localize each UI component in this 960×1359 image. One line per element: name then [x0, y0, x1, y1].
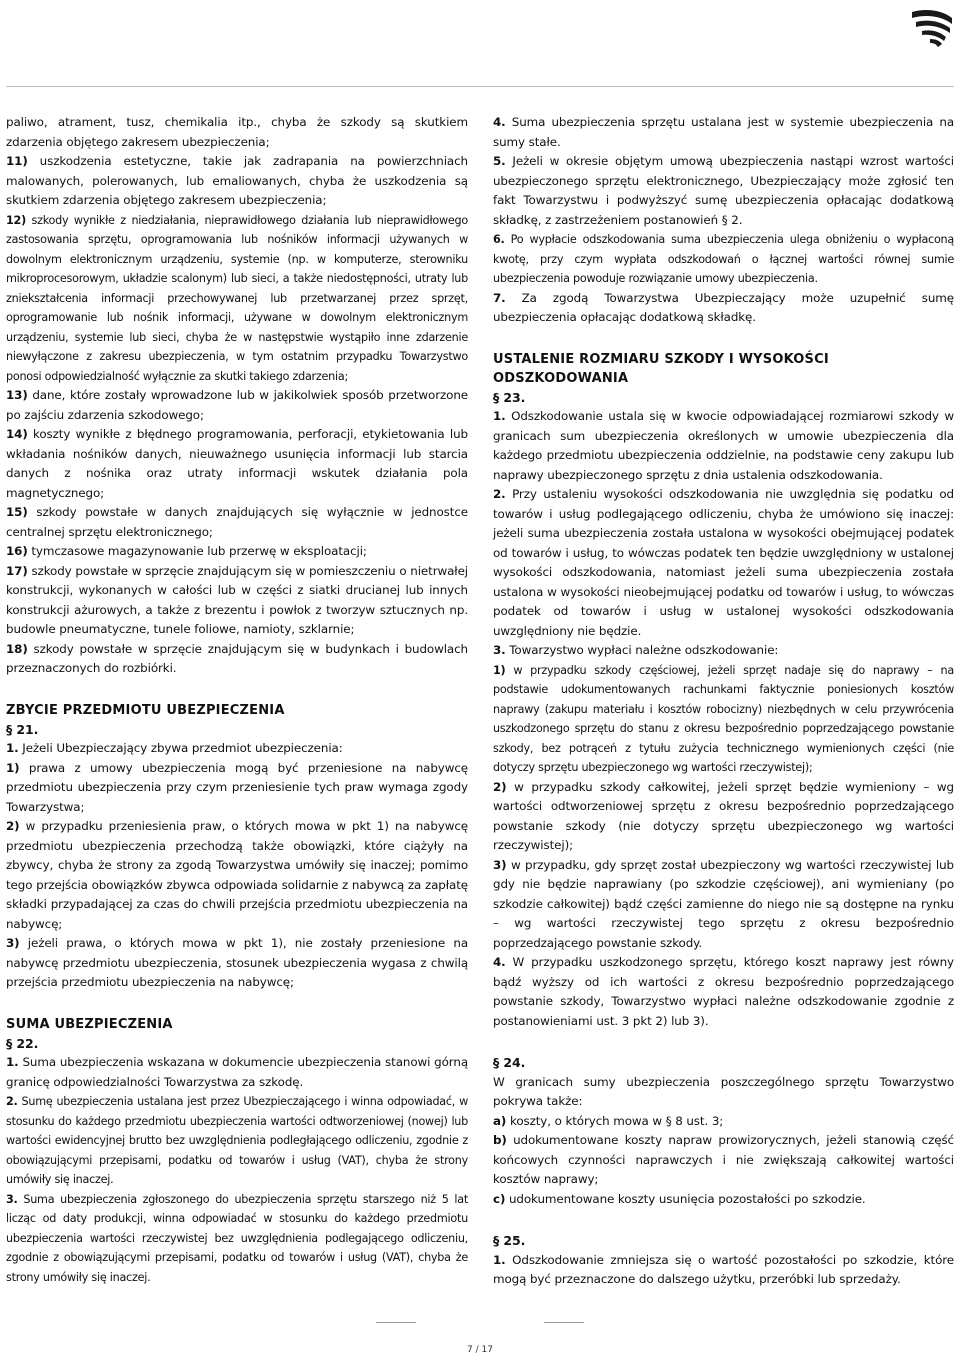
clause-number: 11)	[6, 154, 28, 168]
clause-number: 18)	[6, 641, 28, 656]
clause-text	[493, 289, 954, 328]
insurer-emblem-icon	[908, 4, 954, 50]
clause-body: Odszkodowanie zmniejsza się o wartość pozostałości po szkodzie, które mogą być przeznaczone do dalszego użytku, przeróbki lub sprzedaży.	[493, 1252, 954, 1286]
clause-body: jeżeli prawa, o których mowa w pkt 1), nie zostały przeniesione na nabywcę przedmiotu ubezpieczenia, stosunek ubezpieczenia wygasa z chwilą przejścia przedmiotu ubezpieczenia na nabywcę;	[6, 936, 468, 989]
paragraph-number: § 22.	[6, 1035, 39, 1051]
clause-body: szkody wynikłe z niedziałania, nieprawidłowego działania lub nieprawidłowego zastosowania sprzętu, oprogramowania lub nośników informacji używanych w dowolnym elektronicznym urządzeniu, systemie (np. w komputerze, sterowniku mikroprocesorowym, układzie scalonym) lub sieci, a także niedostępności, utraty lub zniekształcenia informacji przechowywanej lub przetwarzanej przez sprzęt, oprogramowanie lub nośnik informacji, używane w dowolnym elektronicznym urządzeniu, systemie lub sieci, chyba że w następstwie wystąpiło inne zdarzenie niewyłączone z zakresu ubezpieczenia, w tym ostatnim przypadku Towarzystwo ponosi odpowiedzialność wyłącznie za skutki takiego zdarzenia;	[6, 213, 468, 383]
clause-text	[6, 1190, 468, 1288]
clause-text	[6, 934, 468, 993]
clause-text	[6, 152, 468, 211]
right-column	[493, 113, 954, 1290]
clause-number: 1.	[6, 741, 19, 755]
clause-body: szkody powstałe w danych znajdujących się wyłącznie w jednostce centralnej sprzętu elektronicznego;	[6, 505, 468, 539]
clause-text	[493, 1112, 954, 1132]
clause-text	[6, 1053, 468, 1092]
clause-body: tymczasowe magazynowanie lub przerwę w eksploatacji;	[31, 544, 367, 558]
clause-number: a)	[493, 1113, 507, 1128]
clause-number: 13)	[6, 388, 28, 402]
clause-number: 1.	[493, 409, 506, 423]
clause-body: uszkodzenia estetyczne, takie jak zadrapania na powierzchniach malowanych, polerowanych, lub emaliowanych, chyba że uszkodzenia są skutkiem zdarzenia objętego zakresem ubezpieczenia;	[6, 154, 468, 207]
clause-body: w przypadku, gdy sprzęt został ubezpieczony wg wartości rzeczywistej lub gdy nie będzie naprawiany (po szkodzie częściowej), ani wymieniany (po szkodzie całkowitej) bądź części zamienne do niego nie są dostępne na rynku – wg wartości rzeczywistej tego sprzętu z okresu bezpośrednio poprzedzającego powstanie szkody.	[493, 857, 954, 950]
clause-number: 17)	[6, 563, 28, 578]
clause-text	[493, 230, 954, 289]
clause-text	[493, 1251, 954, 1290]
clause-number: 2)	[6, 819, 20, 833]
clause-body: W granicach sumy ubezpieczenia poszczególnego sprzętu Towarzystwo pokrywa także:	[493, 1074, 954, 1108]
paragraph-number: § 25.	[493, 1233, 526, 1248]
clause-number: 1)	[493, 663, 506, 677]
clause-body: prawa z umowy ubezpieczenia mogą być przeniesione na nabywcę przedmiotu ubezpieczenia przy czym przeniesienie tych praw wymaga zgody Towarzystwa;	[6, 760, 469, 814]
clause-body: szkody powstałe w sprzęcie znajdującym się w pomieszczeniu o nietrwałej konstrukcji, wykonanych w całości lub w części z siatki drucianej lub innych konstrukcji ażurowych, a także z brezentu i powłok z tworzyw sztucznych np. budowle pneumatyczne, tunele foliowe, namioty, szklarnie;	[6, 563, 468, 636]
clause-body: w przypadku szkody częściowej, jeżeli sprzęt nadaje się do naprawy – na podstawie udokumentowanych rachunkami faktycznie poniesionych kosztów naprawy (zakupu materiału i kosztów robocizny) niezbędnych w celu przywrócenia uszkodzonego sprzętu do stanu z okresu bezpośrednio poprzedzającego powstanie szkody, bez potrąceń z tytułu zużycia technicznego wymienionych części (nie dotyczy sprzętu ubezpieczonego wg wartości rzeczywistej);	[493, 663, 954, 774]
clause-body: W przypadku uszkodzonego sprzętu, którego koszt naprawy jest równy bądź wyższy od ich wartości z okresu bezpośrednio poprzedzającego powstanie szkody, Towarzystwo wypłaci należne odszkodowanie zgodnie z postanowieniami ust. 3 pkt 2) lub 3).	[493, 955, 954, 1028]
clause-number: 4.	[493, 115, 506, 129]
clause-text	[6, 817, 468, 934]
clause-text	[6, 739, 468, 759]
clause-text	[493, 953, 954, 1031]
clause-text	[493, 1073, 954, 1112]
clause-number: 12)	[6, 213, 26, 227]
clause-body: Towarzystwo wypłaci należne odszkodowanie:	[509, 643, 779, 657]
clause-body: Suma ubezpieczenia zgłoszonego do ubezpieczenia sprzętu starszego niż 5 lat licząc od daty produkcji, winna odpowiadać w stosunku do każdego przedmiotu ubezpieczenia wartości rzeczywistej bez uwzględnienia podlegającego odliczeniu, zgodnie z obowiązującymi przepisami, podatku od towarów i usług (VAT), chyba że strony umówiły się inaczej.	[6, 1192, 468, 1284]
clause-body: dane, które zostały wprowadzone lub w jakikolwiek sposób przetworzone po zajściu zdarzenia szkodowego;	[6, 388, 468, 422]
clause-text	[493, 485, 954, 641]
paragraph-number: § 24.	[493, 1055, 526, 1070]
clause-number: 2)	[493, 779, 507, 794]
clause-number: 3)	[493, 857, 507, 872]
clause-body: w przypadku szkody całkowitej, jeżeli sprzęt będzie wymieniony – wg wartości odtworzeniowej sprzętu z okresu bezpośrednio poprzedzającego powstanie szkody (nie dotyczy sprzętu ubezpieczonego wg wartości rzeczywistej);	[493, 779, 954, 852]
clause-body: Suma ubezpieczenia sprzętu ustalana jest w systemie ubezpieczenia na sumy stałe.	[493, 115, 955, 149]
clause-body: Jeżeli Ubezpieczający zbywa przedmiot ubezpieczenia:	[22, 741, 343, 755]
clause-text	[6, 425, 468, 503]
clause-number: 4.	[493, 955, 506, 969]
clause-number: 1)	[6, 760, 20, 775]
clause-number: 2.	[493, 487, 506, 501]
clause-body: paliwo, atrament, tusz, chemikalia itp., chyba że szkody są skutkiem zdarzenia objętego zakresem ubezpieczenia;	[6, 115, 468, 149]
clause-text	[6, 386, 468, 425]
clause-text	[6, 211, 468, 387]
header-rule	[6, 86, 954, 87]
clause-number: 15)	[6, 505, 28, 519]
page-number: 7 / 17	[467, 1345, 493, 1355]
clause-body: koszty, o których mowa w § 8 ust. 3;	[509, 1113, 724, 1128]
clause-number: 3.	[6, 1192, 18, 1206]
clause-number: 3.	[493, 643, 506, 657]
clause-text	[493, 1131, 954, 1190]
clause-text	[493, 407, 954, 485]
clause-text	[6, 503, 468, 542]
section-heading: ZBYCIE PRZEDMIOTU UBEZPIECZENIA	[6, 702, 285, 718]
clause-body: udokumentowane koszty usunięcia pozostałości po szkodzie.	[508, 1191, 866, 1206]
paragraph-number: § 23.	[493, 389, 526, 405]
clause-number: 5.	[493, 154, 506, 168]
clause-body: koszty wynikłe z błędnego programowania, perforacji, etykietowania lub wkładania nośników danych, nieuważnego usunięcia informacji lub starcia danych z nośnika oraz utraty informacji wskutek działania pola magnetycznego;	[6, 427, 468, 500]
clause-body: udokumentowane koszty napraw prowizorycznych, jeżeli stanowią część końcowych czynności naprawczych i nie zwiększają całkowitej wartości kosztów naprawy;	[493, 1133, 954, 1186]
clause-text	[6, 562, 468, 640]
footer-rule-right	[544, 1322, 584, 1323]
clause-text	[6, 1092, 468, 1190]
clause-text	[6, 113, 468, 152]
section-heading: SUMA UBEZPIECZENIA	[6, 1016, 173, 1032]
clause-body: Za zgodą Towarzystwa Ubezpieczający może uzupełnić sumę ubezpieczenia opłacając dodatkową składkę.	[493, 290, 954, 324]
clause-text	[493, 778, 954, 856]
clause-number: 2.	[6, 1095, 18, 1108]
clause-text	[493, 641, 954, 661]
section-heading: USTALENIE ROZMIARU SZKODY I WYSOKOŚCI ODSZKODOWANIA	[493, 351, 829, 386]
clause-body: Odszkodowanie ustala się w kwocie odpowiadającej rozmiarowi szkody w granicach sum ubezpieczenia określonych w umowie ubezpieczenia dla każdego przedmiotu ubezpieczenia oddzielnie, na podstawie ceny zakupu lub naprawy ubezpieczonego sprzętu z dnia ustalenia odszkodowania.	[493, 409, 954, 482]
clause-text	[493, 856, 954, 954]
clause-body: szkody powstałe w sprzęcie znajdującym się w budynkach i budowlach przeznaczonych do rozbiórki.	[6, 641, 468, 675]
clause-text	[493, 152, 954, 230]
clause-text	[493, 661, 954, 778]
clause-number: 14)	[6, 427, 28, 441]
clause-text	[493, 1190, 954, 1210]
clause-body: Suma ubezpieczenia wskazana w dokumencie ubezpieczenia stanowi górną granicę odpowiedzialności Towarzystwa za szkodę.	[6, 1055, 469, 1089]
clause-number: 6.	[493, 233, 505, 246]
footer-rule-left	[376, 1322, 416, 1323]
clause-body: Sumę ubezpieczenia ustalana jest przez Ubezpieczającego i winna odpowiadać, w stosunku do każdego przedmiotu ubezpieczenia wartości odtworzeniowej (nowej) lub wartości ewidencyjnej brutto bez uwzględnienia podległającego odliczeniu, zgodnie z obowiązującymi przepisami, podatku od towarów i usług (VAT), chyba że strony umówiły się inaczej.	[6, 1095, 468, 1186]
clause-number: 16)	[6, 544, 28, 558]
clause-body: Jeżeli w okresie objętym umową ubezpieczenia nastąpi wzrost wartości ubezpieczonego sprzętu elektronicznego, Ubezpieczający może zgłosić ten fakt Towarzystwu i podwyższyć sumę ubezpieczenia opłacając dodatkową składkę, z zastrzeżeniem postanowień § 2.	[493, 154, 954, 227]
clause-text	[493, 113, 954, 152]
clause-body: Po wypłacie odszkodowania suma ubezpieczenia ulega obniżeniu o wypłaconą kwotę, przy czym wypłata odszkodowań o łącznej wartości równej sumie ubezpieczenia powoduje rozwiązanie umowy ubezpieczenia.	[493, 233, 954, 285]
paragraph-number: § 21.	[6, 721, 39, 737]
clause-number: 1.	[6, 1055, 19, 1069]
left-column	[6, 113, 468, 1287]
clause-text	[6, 640, 468, 679]
clause-number: 7.	[493, 290, 506, 305]
clause-number: c)	[493, 1191, 506, 1206]
clause-text	[6, 542, 468, 562]
clause-number: b)	[493, 1133, 507, 1147]
clause-number: 1.	[493, 1252, 506, 1267]
clause-text	[6, 759, 468, 818]
clause-body: Przy ustaleniu wysokości odszkodowania nie uwzględnia się podatku od towarów i usług podlegającego odliczeniu, chyba że umówiono się inaczej: jeżeli suma ubezpieczenia została ustalona w wysokości obejmującej podatek od towarów i usług, to wówczas podatek ten będzie uwzględniony w ustalonej wysokości odszkodowania, natomiast jeżeli suma ubezpieczenia została ustalona w wysokości nieobejmującej podatku od towarów i usług, to wówczas podatek od towarów i usług w ustalonej wysokości odszkodowania uwzględniony nie będzie.	[493, 487, 954, 638]
clause-body: w przypadku przeniesienia praw, o których mowa w pkt 1) na nabywcę przedmiotu ubezpieczenia przechodzą także obowiązki, które ciążyły na zbywcy, chyba że strony za zgodą Towarzystwa umówiły się inaczej; pomimo tego przejścia obowiązków zbywca odpowiada solidarnie z nabywcą za zapłatę składki przypadającej za czas do chwili przejścia przedmiotu ubezpieczenia na nabywcę;	[6, 819, 468, 931]
clause-number: 3)	[6, 936, 20, 950]
